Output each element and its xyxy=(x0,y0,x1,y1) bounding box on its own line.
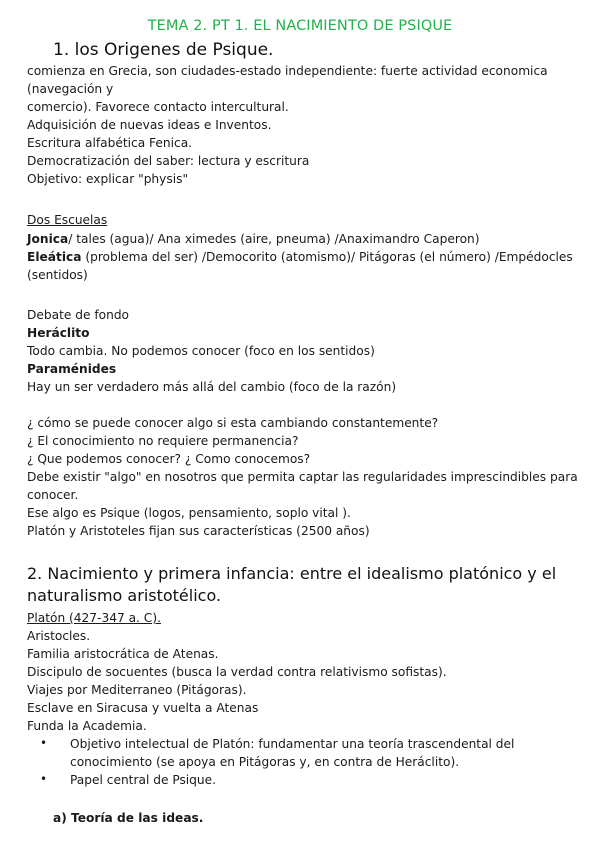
platon-line: Aristocles. xyxy=(27,629,91,643)
escuelas-heading: Dos Escuelas xyxy=(27,213,108,227)
question-line: ¿ cómo se puede conocer algo si esta cambiando constantemente? xyxy=(27,416,439,430)
heraclito-text: Todo cambia. No podemos conocer (foco en los sentidos) xyxy=(27,344,375,358)
bullet-item-line: conocimiento (se apoya en Pitágoras y, en contra de Heráclito). xyxy=(70,755,460,769)
eleatica-continuation: (sentidos) xyxy=(27,268,88,282)
jonica-text: / tales (agua)/ Ana ximedes (aire, pneuma) /Anaximandro Caperon) xyxy=(68,232,480,246)
question-line: ¿ Que podemos conocer? ¿ Como conocemos? xyxy=(27,452,311,466)
question-line: ¿ El conocimiento no requiere permanencia? xyxy=(27,434,299,448)
section1-line: comercio). Favorece contacto intercultural. xyxy=(27,100,289,114)
jonica-label: Jonica xyxy=(27,232,69,246)
section1-line: Objetivo: explicar "physis" xyxy=(27,172,189,186)
parmenides-label: Paraménides xyxy=(27,362,117,376)
bullet-item-line: Papel central de Psique. xyxy=(70,773,217,787)
section1-line: (navegación y xyxy=(27,82,114,96)
platon-line: Esclave en Siracusa y vuelta a Atenas xyxy=(27,701,259,715)
bullet-item-line: Objetivo intelectual de Platón: fundamentar una teoría trascendental del xyxy=(70,737,515,751)
question-line: Platón y Aristoteles fijan sus características (2500 años) xyxy=(27,524,370,538)
eleatica-text: (problema del ser) /Democorito (atomismo)/ Pitágoras (el número) /Empédocles xyxy=(81,250,573,264)
parmenides-text: Hay un ser verdadero más allá del cambio (foco de la razón) xyxy=(27,380,397,394)
platon-heading: Platón (427-347 a. C). xyxy=(27,611,161,625)
section1-line: comienza en Grecia, son ciudades-estado independiente: fuerte actividad economica xyxy=(27,64,548,78)
section1-line: Escritura alfabética Fenica. xyxy=(27,136,193,150)
subsection-heading: a) Teoría de las ideas. xyxy=(53,811,204,825)
bullet-marker: • xyxy=(40,772,48,786)
section1-heading: 1. los Origenes de Psique. xyxy=(53,40,274,60)
debate-heading: Debate de fondo xyxy=(27,308,130,322)
section1-line: Democratización del saber: lectura y escritura xyxy=(27,154,310,168)
bullet-marker: • xyxy=(40,736,48,750)
platon-line: Funda la Academia. xyxy=(27,719,147,733)
section1-line: Adquisición de nuevas ideas e Inventos. xyxy=(27,118,272,132)
eleatica-label: Eleática xyxy=(27,250,82,264)
escuela-eleatica xyxy=(27,248,573,266)
platon-line: Familia aristocrática de Atenas. xyxy=(27,647,219,661)
platon-line: Discipulo de socuentes (busca la verdad contra relativismo sofistas). xyxy=(27,665,447,679)
platon-line: Viajes por Mediterraneo (Pitágoras). xyxy=(27,683,247,697)
document-title: TEMA 2. PT 1. EL NACIMIENTO DE PSIQUE xyxy=(147,18,453,34)
escuela-jonica xyxy=(27,230,480,248)
heraclito-label: Heráclito xyxy=(27,326,90,340)
question-line: conocer. xyxy=(27,488,79,502)
question-line: Debe existir "algo" en nosotros que permita captar las regularidades imprescindibles para xyxy=(27,470,578,484)
question-line: Ese algo es Psique (logos, pensamiento, soplo vital ). xyxy=(27,506,351,520)
section2-heading: 2. Nacimiento y primera infancia: entre el idealismo platónico y el naturalismo aristotélico. xyxy=(27,564,557,605)
